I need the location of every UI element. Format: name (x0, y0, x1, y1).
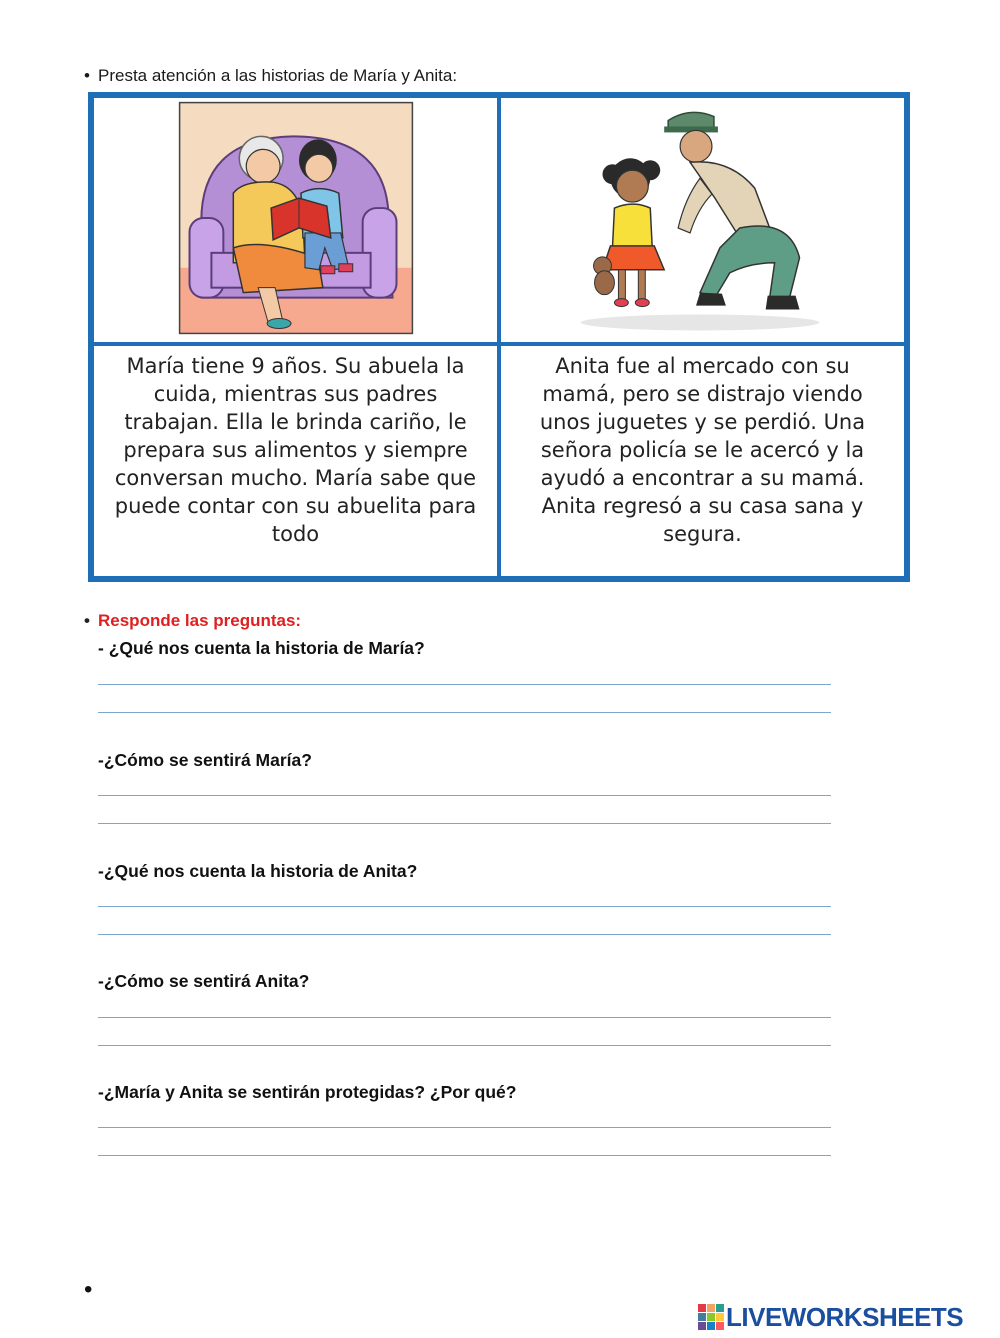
answer-line[interactable] (98, 1045, 831, 1046)
question-4: -¿Cómo se sentirá Anita? (98, 971, 310, 991)
maria-illustration-cell (92, 96, 499, 344)
question-2: -¿Cómo se sentirá María? (98, 750, 312, 770)
answer-line[interactable] (98, 684, 831, 685)
anita-story-text: Anita fue al mercado con su mamá, pero se distrajo viendo unos juguetes y se perdió. Una señora policía se le acercó y la ayudó a encontrar a su mamá. Anita regresó a su casa sana y segura. (539, 354, 866, 546)
maria-story-cell (92, 344, 499, 578)
respond-instruction (84, 611, 301, 631)
liveworksheets-logo-icon (698, 1304, 724, 1330)
answer-line[interactable] (98, 1155, 831, 1156)
intro-text: Presta atención a las historias de María y Anita: (98, 66, 458, 85)
anita-story-cell (499, 344, 906, 578)
answer-line[interactable] (98, 823, 831, 824)
bullet-icon: • (84, 1276, 93, 1303)
maria-story-text: María tiene 9 años. Su abuela la cuida, mientras sus padres trabajan. Ella le brinda cariño, le prepara sus alimentos y siempre conversan mucho. María sabe que puede contar con su abuelita para todo (114, 354, 477, 546)
answer-line[interactable] (98, 795, 831, 796)
stories-table (88, 92, 910, 582)
liveworksheets-brand (698, 1302, 992, 1332)
respond-heading: Responde las preguntas: (98, 611, 302, 630)
question-3: -¿Qué nos cuenta la historia de Anita? (98, 861, 418, 881)
answer-line[interactable] (98, 906, 831, 907)
brand-text: LIVEWORKSHEETS (726, 1301, 964, 1332)
police-helping-girl-illustration (501, 98, 904, 342)
anita-illustration-cell (499, 96, 906, 344)
question-5: -¿María y Anita se sentirán protegidas? ¿Por qué? (98, 1082, 517, 1102)
answer-line[interactable] (98, 1017, 831, 1018)
bullet-icon: • (84, 611, 90, 630)
intro-instruction (84, 66, 457, 86)
bullet-icon: • (84, 66, 90, 85)
answer-line[interactable] (98, 1127, 831, 1128)
grandmother-reading-illustration (94, 98, 497, 342)
answer-line[interactable] (98, 712, 831, 713)
answer-line[interactable] (98, 934, 831, 935)
question-1: - ¿Qué nos cuenta la historia de María? (98, 638, 425, 658)
